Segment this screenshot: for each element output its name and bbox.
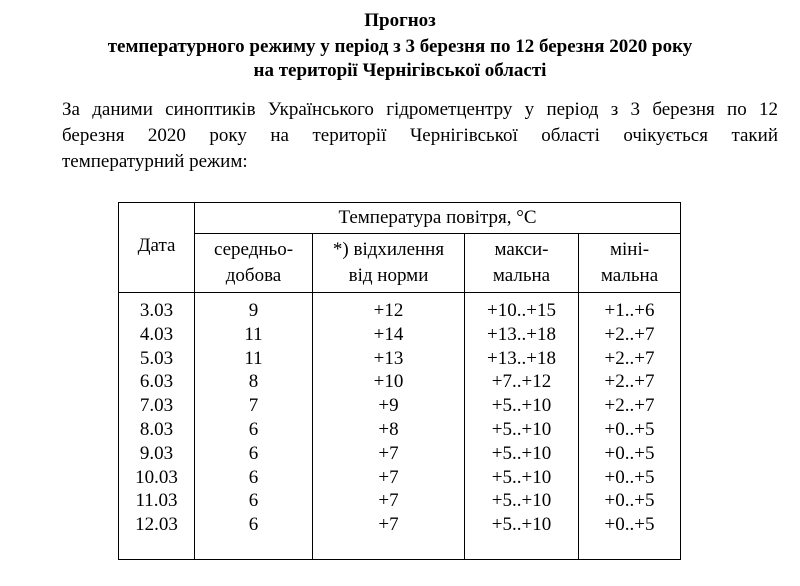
table-cell: +2..+7 [604, 323, 655, 345]
table-cell: 10.03 [135, 466, 178, 488]
deviation-column [313, 293, 465, 560]
intro-line-1: За даними синоптиків Українського гідрометцентру у період з 3 березня по 12 [62, 99, 778, 120]
table-cell: +1..+6 [604, 300, 655, 321]
table-cell: +0..+5 [604, 466, 655, 488]
table-cell: 6.03 [139, 371, 174, 393]
table-cell: 8 [248, 371, 259, 393]
table-cell: +2..+7 [604, 347, 655, 369]
min-header: міні- мальна [579, 234, 681, 293]
table-cell: +10 [373, 371, 404, 393]
table-cell: +0..+5 [604, 514, 655, 536]
table-cell: +13..+18 [487, 347, 556, 369]
table-cell: +13..+18 [487, 323, 556, 345]
table-cell: 11.03 [135, 490, 178, 512]
date-column [119, 293, 195, 560]
table-cell: 7.03 [139, 395, 174, 417]
deviation-header: *) відхилення від норми [313, 234, 465, 293]
table-cell: 6 [248, 490, 259, 512]
max-header: макси- мальна [465, 234, 579, 293]
avg-column [195, 293, 313, 560]
intro-paragraph [62, 97, 778, 175]
table-cell: +2..+7 [604, 395, 655, 417]
table-cell: +5..+10 [491, 466, 552, 488]
table-cell: +7 [378, 514, 399, 536]
table-cell: +7 [378, 490, 399, 512]
table-cell: +0..+5 [604, 490, 655, 512]
table-cell: 7 [248, 395, 259, 417]
table-cell: 11 [244, 347, 263, 369]
table-cell: +13 [373, 347, 404, 369]
table-cell: 8.03 [139, 418, 174, 440]
table-cell: +5..+10 [491, 514, 552, 536]
table-cell: 6 [248, 418, 259, 440]
table-cell: 4.03 [139, 323, 174, 345]
document-region: на території Чернігівської області [253, 60, 547, 81]
temperature-header: Температура повітря, °С [195, 203, 681, 234]
table-cell: 9 [248, 300, 259, 321]
intro-line-3: температурний режим: [62, 151, 248, 172]
table-cell: +12 [373, 300, 404, 321]
document-title: Прогноз [364, 10, 436, 31]
intro-line-2: березня 2020 року на території Чернігівської області очікується такий [62, 125, 778, 146]
table-cell: +5..+10 [491, 442, 552, 464]
table-cell: +7 [378, 466, 399, 488]
table-cell: 6 [248, 514, 259, 536]
max-column [465, 293, 579, 560]
table-cell: 11 [244, 323, 263, 345]
table-cell: 5.03 [139, 347, 174, 369]
min-column [579, 293, 681, 560]
table-cell: +2..+7 [604, 371, 655, 393]
table-cell: +5..+10 [491, 418, 552, 440]
temperature-table [118, 202, 681, 560]
table-cell: +9 [378, 395, 399, 417]
table-cell: 9.03 [139, 442, 174, 464]
table-cell: +0..+5 [604, 442, 655, 464]
table-cell: +10..+15 [487, 300, 556, 321]
document-subtitle: температурного режиму у період з 3 березня по 12 березня 2020 року [107, 36, 693, 57]
table-cell: +0..+5 [604, 418, 655, 440]
table-cell: 12.03 [135, 514, 178, 536]
table-cell: +8 [378, 418, 399, 440]
table-cell: +7..+12 [491, 371, 552, 393]
table-cell: 6 [248, 442, 259, 464]
table-cell: 6 [248, 466, 259, 488]
date-header: Дата [119, 203, 195, 293]
table-cell: +7 [378, 442, 399, 464]
table-cell: +5..+10 [491, 490, 552, 512]
table-cell: +5..+10 [491, 395, 552, 417]
table-cell: 3.03 [139, 300, 174, 321]
table-cell: +14 [373, 323, 404, 345]
avg-header: середньо- добова [195, 234, 313, 293]
